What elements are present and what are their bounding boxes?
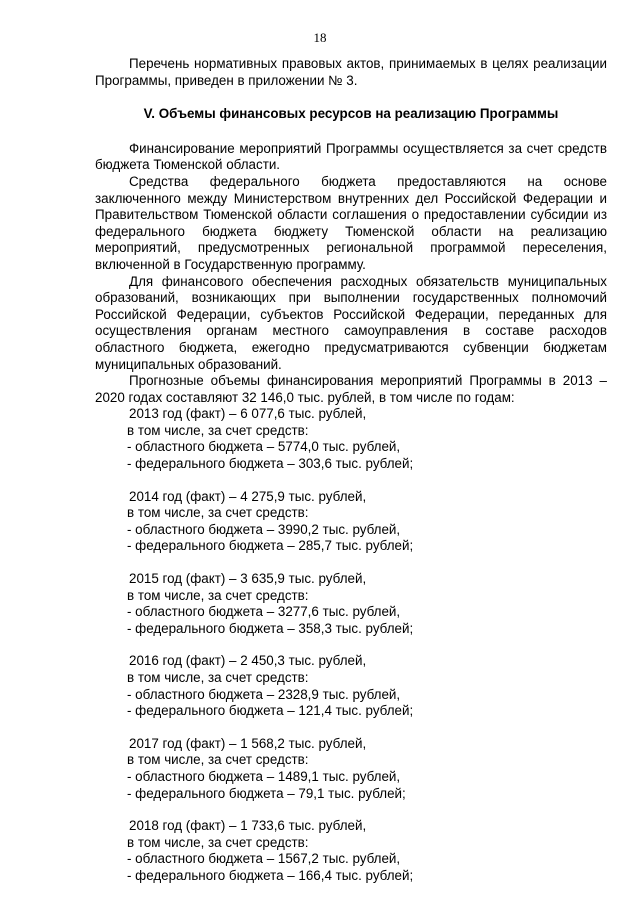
year-total: 2013 год (факт) – 6 077,6 тыс. рублей,: [129, 406, 367, 422]
year-regional-budget: - областного бюджета – 3990,2 тыс. рублей,: [127, 521, 401, 537]
year-block-2015: [129, 571, 607, 637]
year-including: в том числе, за счет средств:: [127, 752, 309, 768]
section-heading: V. Объемы финансовых ресурсов на реализацию Программы: [143, 106, 559, 122]
year-including: в том числе, за счет средств:: [127, 670, 309, 685]
year-including: в том числе, за счет средств:: [127, 834, 309, 850]
year-block-2018: [129, 818, 607, 884]
paragraph-forecast: Прогнозные объемы финансирования мероприятий Программы в 2013 – 2020 годах составляют 32 146,0 тыс. рублей, в том числе по годам:: [95, 373, 607, 405]
year-federal-budget: - федерального бюджета – 121,4 тыс. рублей;: [127, 703, 414, 719]
year-regional-budget: - областного бюджета – 2328,9 тыс. рублей,: [127, 686, 401, 702]
year-federal-budget: - федерального бюджета – 358,3 тыс. рублей;: [127, 620, 414, 636]
paragraph-federal-funds: Средства федерального бюджета предоставляются на основе заключенного между Министерством внутренних дел Российской Федерации и Правительством Тюменской области соглашения о предоставлении субсидии из федерального бюджета бюджету Тюменской области на реализацию мероприятий, предусмотренных региональной программой переселения, включенной в Государственную программу.: [95, 173, 607, 272]
yearly-breakdown: [129, 406, 607, 884]
year-block-2016: [129, 653, 607, 719]
year-block-2013: [129, 406, 607, 472]
year-total: 2017 год (факт) – 1 568,2 тыс. рублей,: [129, 735, 367, 751]
paragraph-legal-acts: Перечень нормативных правовых актов, принимаемых в целях реализации Программы, приведен в приложении № 3.: [95, 56, 607, 88]
year-regional-budget: - областного бюджета – 1489,1 тыс. рублей,: [127, 768, 401, 784]
year-federal-budget: - федерального бюджета – 285,7 тыс. рублей;: [127, 538, 414, 554]
year-total: 2015 год (факт) – 3 635,9 тыс. рублей,: [129, 571, 367, 587]
year-block-2014: [129, 489, 607, 555]
year-regional-budget: - областного бюджета – 1567,2 тыс. рублей,: [127, 851, 401, 867]
year-block-2017: [129, 736, 607, 802]
year-regional-budget: - областного бюджета – 3277,6 тыс. рублей,: [127, 604, 401, 620]
year-total: 2016 год (факт) – 2 450,3 тыс. рублей,: [129, 653, 367, 669]
year-federal-budget: - федерального бюджета – 79,1 тыс. рублей;: [127, 785, 406, 801]
year-including: в том числе, за счет средств:: [127, 587, 309, 603]
year-regional-budget: - областного бюджета – 5774,0 тыс. рублей,: [127, 439, 401, 455]
paragraph-financing: Финансирование мероприятий Программы осуществляется за счет средств бюджета Тюменской области.: [95, 140, 607, 173]
paragraph-subventions: Для финансового обеспечения расходных обязательств муниципальных образований, возникающих при выполнении государственных полномочий Российской Федерации, субъектов Российской Федерации, переданных для осуществления органам местного самоуправления в составе расходов областного бюджета, ежегодно предусматриваются субвенции бюджетам муниципальных образований.: [95, 273, 607, 372]
year-total: 2018 год (факт) – 1 733,6 тыс. рублей,: [129, 818, 367, 834]
year-total: 2014 год (факт) – 4 275,9 тыс. рублей,: [129, 488, 367, 504]
year-including: в том числе, за счет средств:: [127, 422, 309, 438]
year-federal-budget: - федерального бюджета – 166,4 тыс. рублей;: [127, 867, 414, 883]
document-body: [95, 56, 607, 901]
year-federal-budget: - федерального бюджета – 303,6 тыс. рублей;: [127, 456, 414, 472]
page-number: 18: [313, 30, 327, 45]
year-including: в том числе, за счет средств:: [127, 505, 309, 521]
